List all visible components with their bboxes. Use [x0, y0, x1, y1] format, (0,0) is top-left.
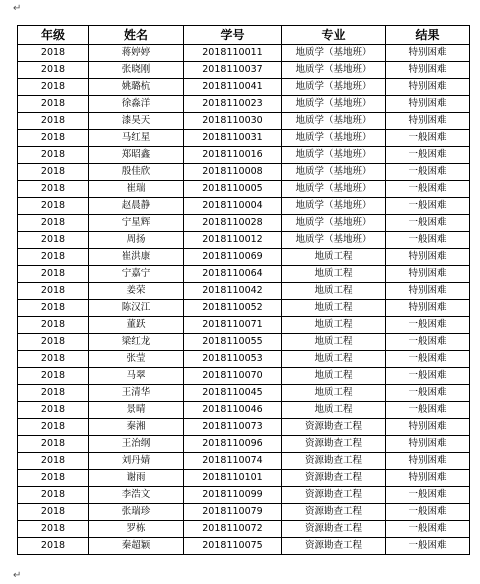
result-cell: 一般困难 [386, 181, 470, 198]
table-row [18, 334, 470, 351]
grade-cell: 2018 [18, 385, 89, 402]
table-row [18, 164, 470, 181]
name-cell: 董跃 [89, 317, 184, 334]
major-cell: 资源勘查工程 [282, 504, 386, 521]
student-id-cell: 2018110012 [184, 232, 282, 249]
major-cell: 地质学（基地班） [282, 79, 386, 96]
student-id-cell: 2018110008 [184, 164, 282, 181]
result-cell: 一般困难 [386, 521, 470, 538]
name-cell: 张莹 [89, 351, 184, 368]
result-cell: 特别困难 [386, 113, 470, 130]
grade-cell: 2018 [18, 368, 89, 385]
name-cell: 秦超颖 [89, 538, 184, 555]
major-cell: 资源勘查工程 [282, 453, 386, 470]
name-cell: 张瑞珍 [89, 504, 184, 521]
student-id-cell: 2018110042 [184, 283, 282, 300]
grade-cell: 2018 [18, 470, 89, 487]
name-cell: 赵晨静 [89, 198, 184, 215]
result-cell: 一般困难 [386, 538, 470, 555]
table-row [18, 521, 470, 538]
result-cell: 特别困难 [386, 436, 470, 453]
result-cell: 一般困难 [386, 215, 470, 232]
grade-cell: 2018 [18, 181, 89, 198]
result-cell: 一般困难 [386, 504, 470, 521]
name-cell: 马红星 [89, 130, 184, 147]
name-cell: 郑昭鑫 [89, 147, 184, 164]
table-row [18, 113, 470, 130]
name-cell: 姚璐杭 [89, 79, 184, 96]
result-cell: 一般困难 [386, 487, 470, 504]
grade-cell: 2018 [18, 521, 89, 538]
name-cell: 李浩文 [89, 487, 184, 504]
major-cell: 地质工程 [282, 266, 386, 283]
student-id-cell: 2018110064 [184, 266, 282, 283]
name-cell: 崔瑞 [89, 181, 184, 198]
table-row [18, 436, 470, 453]
name-cell: 漆昊天 [89, 113, 184, 130]
table-row [18, 402, 470, 419]
major-cell: 地质学（基地班） [282, 62, 386, 79]
grade-cell: 2018 [18, 147, 89, 164]
paragraph-mark-icon: ↵ [13, 570, 22, 581]
student-id-cell: 2018110004 [184, 198, 282, 215]
table-header-row [18, 26, 470, 45]
table-row [18, 487, 470, 504]
major-cell: 地质学（基地班） [282, 96, 386, 113]
result-cell: 一般困难 [386, 317, 470, 334]
grade-cell: 2018 [18, 249, 89, 266]
result-cell: 一般困难 [386, 164, 470, 181]
table-row [18, 45, 470, 62]
student-id-cell: 2018110031 [184, 130, 282, 147]
name-cell: 王治纲 [89, 436, 184, 453]
result-cell: 一般困难 [386, 130, 470, 147]
table-row [18, 147, 470, 164]
result-cell: 特别困难 [386, 419, 470, 436]
major-cell: 地质工程 [282, 249, 386, 266]
result-cell: 特别困难 [386, 283, 470, 300]
grade-cell: 2018 [18, 487, 89, 504]
student-table [17, 25, 470, 555]
major-cell: 资源勘查工程 [282, 436, 386, 453]
major-cell: 地质工程 [282, 300, 386, 317]
name-cell: 谢雨 [89, 470, 184, 487]
result-cell: 一般困难 [386, 198, 470, 215]
table-row [18, 283, 470, 300]
result-cell: 一般困难 [386, 334, 470, 351]
header-result: 结果 [386, 26, 470, 45]
name-cell: 殷佳欣 [89, 164, 184, 181]
major-cell: 地质工程 [282, 351, 386, 368]
student-id-cell: 2018110099 [184, 487, 282, 504]
student-id-cell: 2018110016 [184, 147, 282, 164]
result-cell: 特别困难 [386, 79, 470, 96]
name-cell: 宁星辉 [89, 215, 184, 232]
student-id-cell: 2018110041 [184, 79, 282, 96]
result-cell: 一般困难 [386, 232, 470, 249]
name-cell: 马翠 [89, 368, 184, 385]
table-row [18, 351, 470, 368]
student-id-cell: 2018110070 [184, 368, 282, 385]
student-id-cell: 2018110069 [184, 249, 282, 266]
student-id-cell: 2018110028 [184, 215, 282, 232]
result-cell: 特别困难 [386, 249, 470, 266]
result-cell: 特别困难 [386, 266, 470, 283]
name-cell: 宁嘉宁 [89, 266, 184, 283]
major-cell: 地质学（基地班） [282, 45, 386, 62]
grade-cell: 2018 [18, 113, 89, 130]
grade-cell: 2018 [18, 538, 89, 555]
table-row [18, 453, 470, 470]
table-row [18, 249, 470, 266]
name-cell: 罗栋 [89, 521, 184, 538]
major-cell: 地质工程 [282, 385, 386, 402]
grade-cell: 2018 [18, 402, 89, 419]
name-cell: 王清华 [89, 385, 184, 402]
major-cell: 地质学（基地班） [282, 147, 386, 164]
name-cell: 张晓刚 [89, 62, 184, 79]
table-row [18, 215, 470, 232]
major-cell: 资源勘查工程 [282, 487, 386, 504]
major-cell: 地质学（基地班） [282, 164, 386, 181]
major-cell: 地质学（基地班） [282, 215, 386, 232]
result-cell: 一般困难 [386, 351, 470, 368]
name-cell: 蒋婷婷 [89, 45, 184, 62]
major-cell: 资源勘查工程 [282, 419, 386, 436]
grade-cell: 2018 [18, 317, 89, 334]
grade-cell: 2018 [18, 96, 89, 113]
grade-cell: 2018 [18, 215, 89, 232]
student-id-cell: 2018110046 [184, 402, 282, 419]
student-id-cell: 2018110037 [184, 62, 282, 79]
student-id-cell: 2018110096 [184, 436, 282, 453]
grade-cell: 2018 [18, 164, 89, 181]
major-cell: 资源勘查工程 [282, 521, 386, 538]
result-cell: 特别困难 [386, 96, 470, 113]
student-id-cell: 2018110052 [184, 300, 282, 317]
name-cell: 秦湘 [89, 419, 184, 436]
name-cell: 周扬 [89, 232, 184, 249]
table-row [18, 538, 470, 555]
result-cell: 一般困难 [386, 385, 470, 402]
result-cell: 一般困难 [386, 402, 470, 419]
result-cell: 特别困难 [386, 45, 470, 62]
student-id-cell: 2018110053 [184, 351, 282, 368]
table-row [18, 96, 470, 113]
name-cell: 梁红龙 [89, 334, 184, 351]
major-cell: 地质工程 [282, 283, 386, 300]
grade-cell: 2018 [18, 351, 89, 368]
result-cell: 特别困难 [386, 453, 470, 470]
paragraph-mark-icon: ↵ [13, 3, 22, 14]
grade-cell: 2018 [18, 45, 89, 62]
table-row [18, 198, 470, 215]
major-cell: 地质学（基地班） [282, 130, 386, 147]
major-cell: 地质工程 [282, 317, 386, 334]
major-cell: 地质工程 [282, 334, 386, 351]
table-row [18, 62, 470, 79]
student-id-cell: 2018110071 [184, 317, 282, 334]
result-cell: 特别困难 [386, 470, 470, 487]
table-row [18, 317, 470, 334]
result-cell: 特别困难 [386, 62, 470, 79]
student-id-cell: 2018110074 [184, 453, 282, 470]
major-cell: 地质学（基地班） [282, 113, 386, 130]
major-cell: 地质工程 [282, 368, 386, 385]
grade-cell: 2018 [18, 232, 89, 249]
student-id-cell: 2018110023 [184, 96, 282, 113]
table-row [18, 419, 470, 436]
result-cell: 一般困难 [386, 368, 470, 385]
major-cell: 资源勘查工程 [282, 470, 386, 487]
student-id-cell: 2018110055 [184, 334, 282, 351]
grade-cell: 2018 [18, 300, 89, 317]
student-id-cell: 2018110011 [184, 45, 282, 62]
student-id-cell: 2018110075 [184, 538, 282, 555]
major-cell: 地质学（基地班） [282, 181, 386, 198]
table-row [18, 385, 470, 402]
grade-cell: 2018 [18, 130, 89, 147]
name-cell: 陈汉江 [89, 300, 184, 317]
grade-cell: 2018 [18, 283, 89, 300]
grade-cell: 2018 [18, 504, 89, 521]
grade-cell: 2018 [18, 453, 89, 470]
header-student-id: 学号 [184, 26, 282, 45]
grade-cell: 2018 [18, 62, 89, 79]
student-id-cell: 2018110079 [184, 504, 282, 521]
header-grade: 年级 [18, 26, 89, 45]
student-id-cell: 2018110101 [184, 470, 282, 487]
major-cell: 地质学（基地班） [282, 232, 386, 249]
student-id-cell: 2018110072 [184, 521, 282, 538]
table-row [18, 504, 470, 521]
name-cell: 姜荣 [89, 283, 184, 300]
grade-cell: 2018 [18, 79, 89, 96]
major-cell: 资源勘查工程 [282, 538, 386, 555]
grade-cell: 2018 [18, 436, 89, 453]
header-major: 专业 [282, 26, 386, 45]
name-cell: 景晴 [89, 402, 184, 419]
name-cell: 崔洪康 [89, 249, 184, 266]
table-row [18, 470, 470, 487]
major-cell: 地质工程 [282, 402, 386, 419]
table-row [18, 232, 470, 249]
table-row [18, 266, 470, 283]
result-cell: 特别困难 [386, 300, 470, 317]
student-id-cell: 2018110030 [184, 113, 282, 130]
student-id-cell: 2018110045 [184, 385, 282, 402]
grade-cell: 2018 [18, 198, 89, 215]
result-cell: 一般困难 [386, 147, 470, 164]
grade-cell: 2018 [18, 419, 89, 436]
grade-cell: 2018 [18, 334, 89, 351]
table-row [18, 368, 470, 385]
name-cell: 徐淼洋 [89, 96, 184, 113]
grade-cell: 2018 [18, 266, 89, 283]
table-row [18, 181, 470, 198]
header-name: 姓名 [89, 26, 184, 45]
major-cell: 地质学（基地班） [282, 198, 386, 215]
student-id-cell: 2018110073 [184, 419, 282, 436]
student-id-cell: 2018110005 [184, 181, 282, 198]
table-row [18, 79, 470, 96]
table-row [18, 130, 470, 147]
table-row [18, 300, 470, 317]
name-cell: 刘丹婧 [89, 453, 184, 470]
